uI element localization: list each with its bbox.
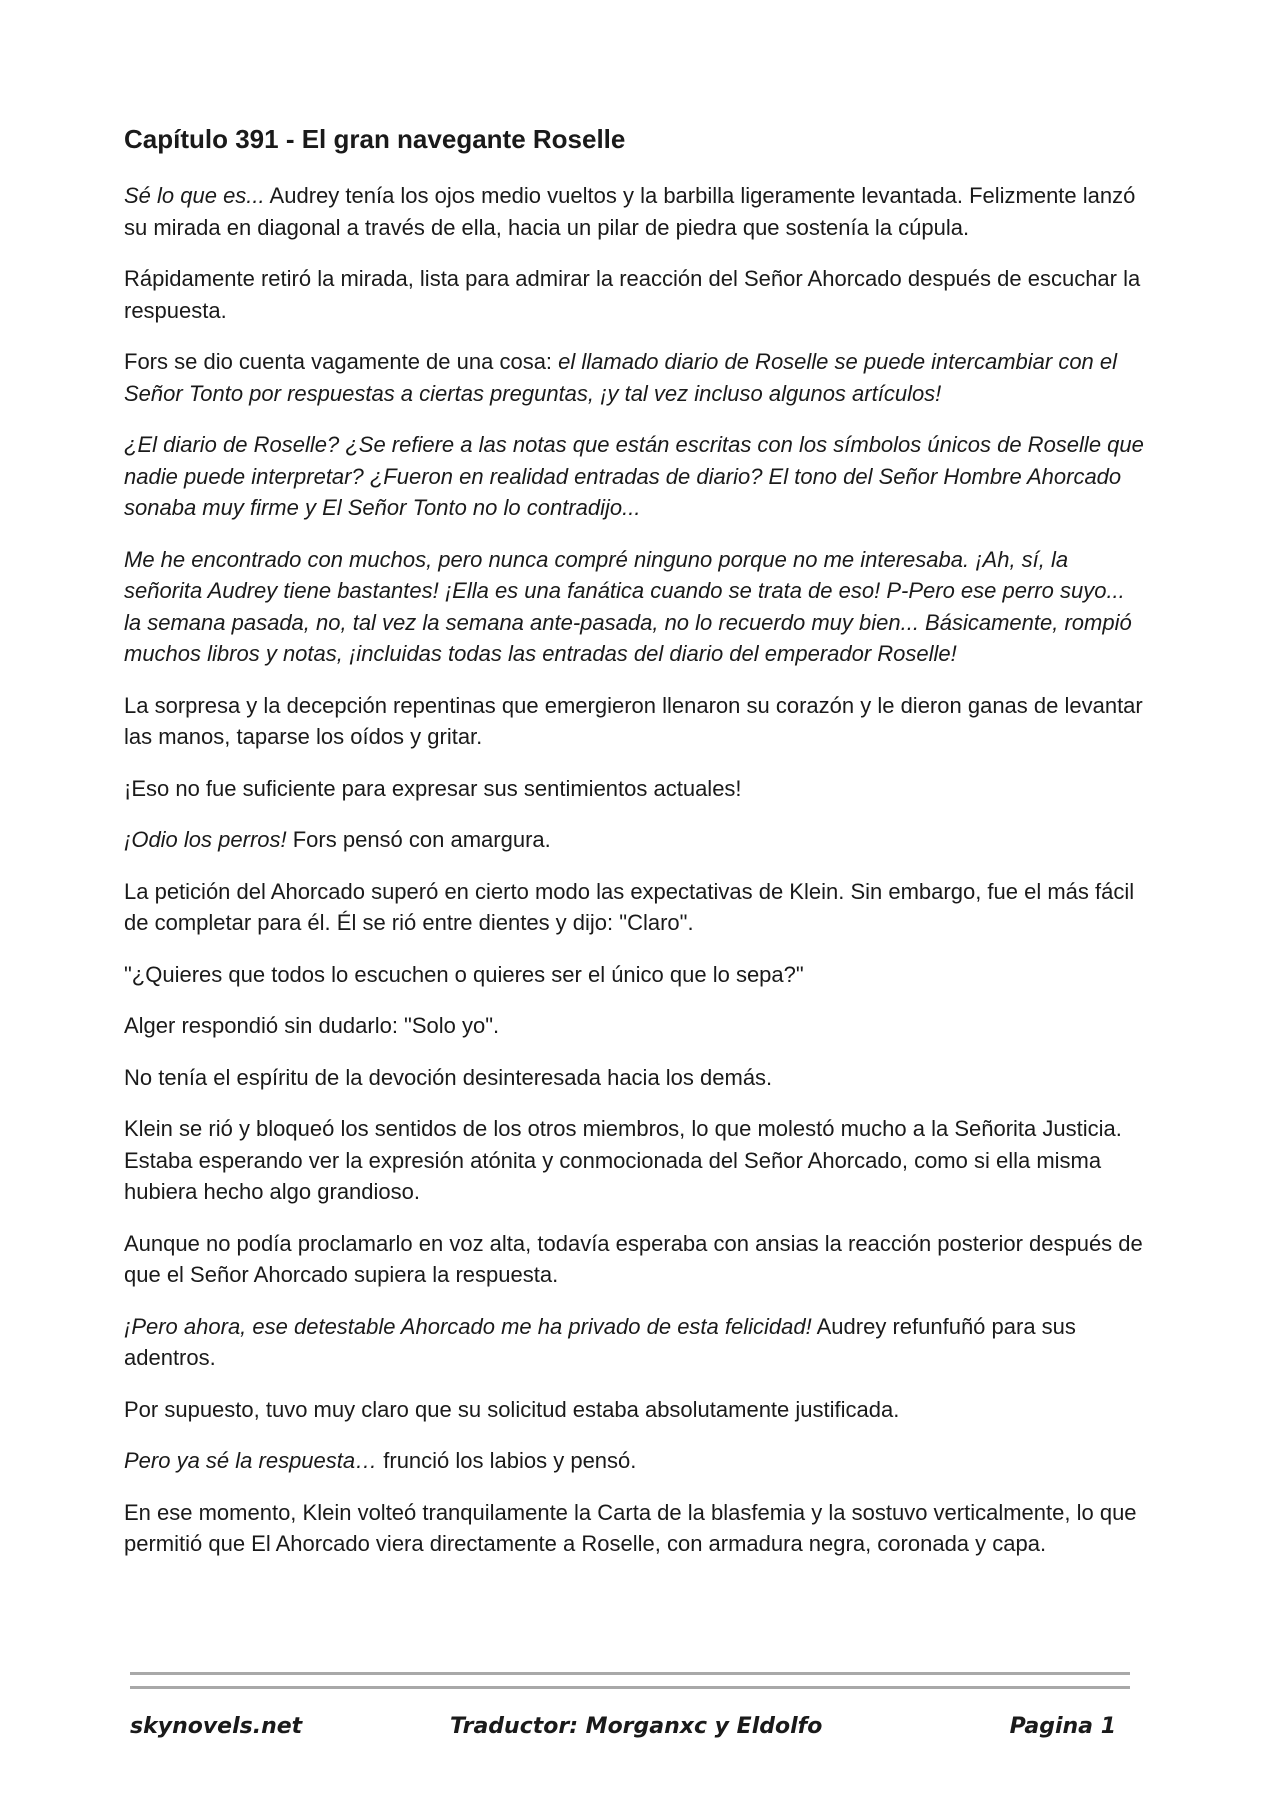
text-run: Fors pensó con amargura. <box>286 827 551 852</box>
paragraph <box>124 876 1144 939</box>
paragraph <box>124 1497 1144 1560</box>
paragraph <box>124 263 1144 326</box>
paragraph <box>124 773 1144 805</box>
text-run: "¿Quieres que todos lo escuchen o quieres ser el único que lo sepa?" <box>124 961 804 987</box>
paragraph <box>124 1311 1144 1374</box>
text-run: Rápidamente retiró la mirada, lista para admirar la reacción del Señor Ahorcado después de escuchar la respuesta. <box>124 266 1141 323</box>
paragraph <box>124 180 1144 243</box>
text-run: Audrey tenía los ojos medio vueltos y la barbilla ligeramente levantada. Felizmente lanzó su mirada en diagonal a través de ella, hacia un pilar de piedra que sostenía la cúpula. <box>124 183 1136 240</box>
italic-text: Sé lo que es... <box>124 183 265 208</box>
paragraph <box>124 429 1144 524</box>
paragraph <box>124 959 1144 991</box>
divider-line <box>130 1686 1130 1689</box>
paragraph <box>124 1394 1144 1426</box>
paragraph <box>124 824 1144 856</box>
paragraph-list <box>124 180 1144 1560</box>
text-run: Por supuesto, tuvo muy claro que su solicitud estaba absolutamente justificada. <box>124 1396 900 1422</box>
footer-translator: Traductor: Morganxc y Eldolfo <box>450 1714 823 1739</box>
paragraph <box>124 1113 1144 1208</box>
italic-text: Pero ya sé la respuesta… <box>124 1448 378 1473</box>
text-run: En ese momento, Klein volteó tranquilamente la Carta de la blasfemia y la sostuvo verticalmente, lo que permitió que El Ahorcado viera directamente a Roselle, con armadura negra, coronada y capa. <box>124 1499 1137 1556</box>
text-run: La sorpresa y la decepción repentinas que emergieron llenaron su corazón y le dieron ganas de levantar las manos, taparse los oídos y gritar. <box>124 692 1143 749</box>
paragraph <box>124 1062 1144 1094</box>
document-body <box>124 122 1144 1580</box>
footer-site: skynovels.net <box>130 1714 303 1739</box>
paragraph <box>124 690 1144 753</box>
italic-text: ¡Pero ahora, ese detestable Ahorcado me ha privado de esta felicidad! <box>124 1313 812 1339</box>
text-run: ¡Eso no fue suficiente para expresar sus sentimientos actuales! <box>124 775 742 801</box>
italic-text: el llamado diario de Roselle se puede intercambiar con el Señor Tonto por respuestas a ciertas preguntas, ¡y tal vez incluso algunos artículos! <box>124 349 1118 406</box>
paragraph <box>124 1010 1144 1042</box>
paragraph <box>124 544 1144 670</box>
divider-line <box>130 1672 1130 1675</box>
text-run: frunció los labios y pensó. <box>377 1448 637 1473</box>
text-run: Audrey refunfuñó para sus adentros. <box>124 1313 1076 1370</box>
footer-divider <box>130 1672 1130 1700</box>
text-run: Fors se dio cuenta vagamente de una cosa: <box>124 349 559 374</box>
paragraph <box>124 1228 1144 1291</box>
italic-text: ¿El diario de Roselle? ¿Se refiere a las notas que están escritas con los símbolos únicos de Roselle que nadie puede interpretar? ¿Fueron en realidad entradas de diario? El tono del Señor Hombre Ahorcado sonaba muy firme y El Señor Tonto no lo contradijo... <box>124 432 1144 520</box>
italic-text: Me he encontrado con muchos, pero nunca compré ninguno porque no me interesaba. ¡Ah, sí, la señorita Audrey tiene bastantes! ¡Ella es una fanática cuando se trata de eso! P-Pero ese perro suyo... la semana pasada, no, tal vez la semana ante-pasada, no lo recuerdo muy bien... Básicamente, rompió muchos libros y notas, ¡incluidas todas las entradas del diario del emperador Roselle! <box>124 546 1132 666</box>
page-footer <box>130 1714 1130 1754</box>
text-run: Klein se rió y bloqueó los sentidos de los otros miembros, lo que molestó mucho a la Señorita Justicia. Estaba esperando ver la expresión atónita y conmocionada del Señor Ahorcado, como si ella misma hubiera hecho algo grandioso. <box>124 1116 1122 1204</box>
chapter-title: Capítulo 391 - El gran navegante Roselle <box>124 124 626 154</box>
text-run: No tenía el espíritu de la devoción desinteresada hacia los demás. <box>124 1064 773 1090</box>
text-run: La petición del Ahorcado superó en cierto modo las expectativas de Klein. Sin embargo, fue el más fácil de completar para él. Él se rió entre dientes y dijo: "Claro". <box>124 878 1135 935</box>
paragraph <box>124 1445 1144 1477</box>
text-run: Alger respondió sin dudarlo: "Solo yo". <box>124 1013 500 1038</box>
footer-page-number: Pagina 1 <box>1009 1714 1116 1739</box>
text-run: Aunque no podía proclamarlo en voz alta, todavía esperaba con ansias la reacción posterior después de que el Señor Ahorcado supiera la respuesta. <box>124 1230 1143 1287</box>
paragraph <box>124 346 1144 409</box>
italic-text: ¡Odio los perros! <box>124 827 287 852</box>
